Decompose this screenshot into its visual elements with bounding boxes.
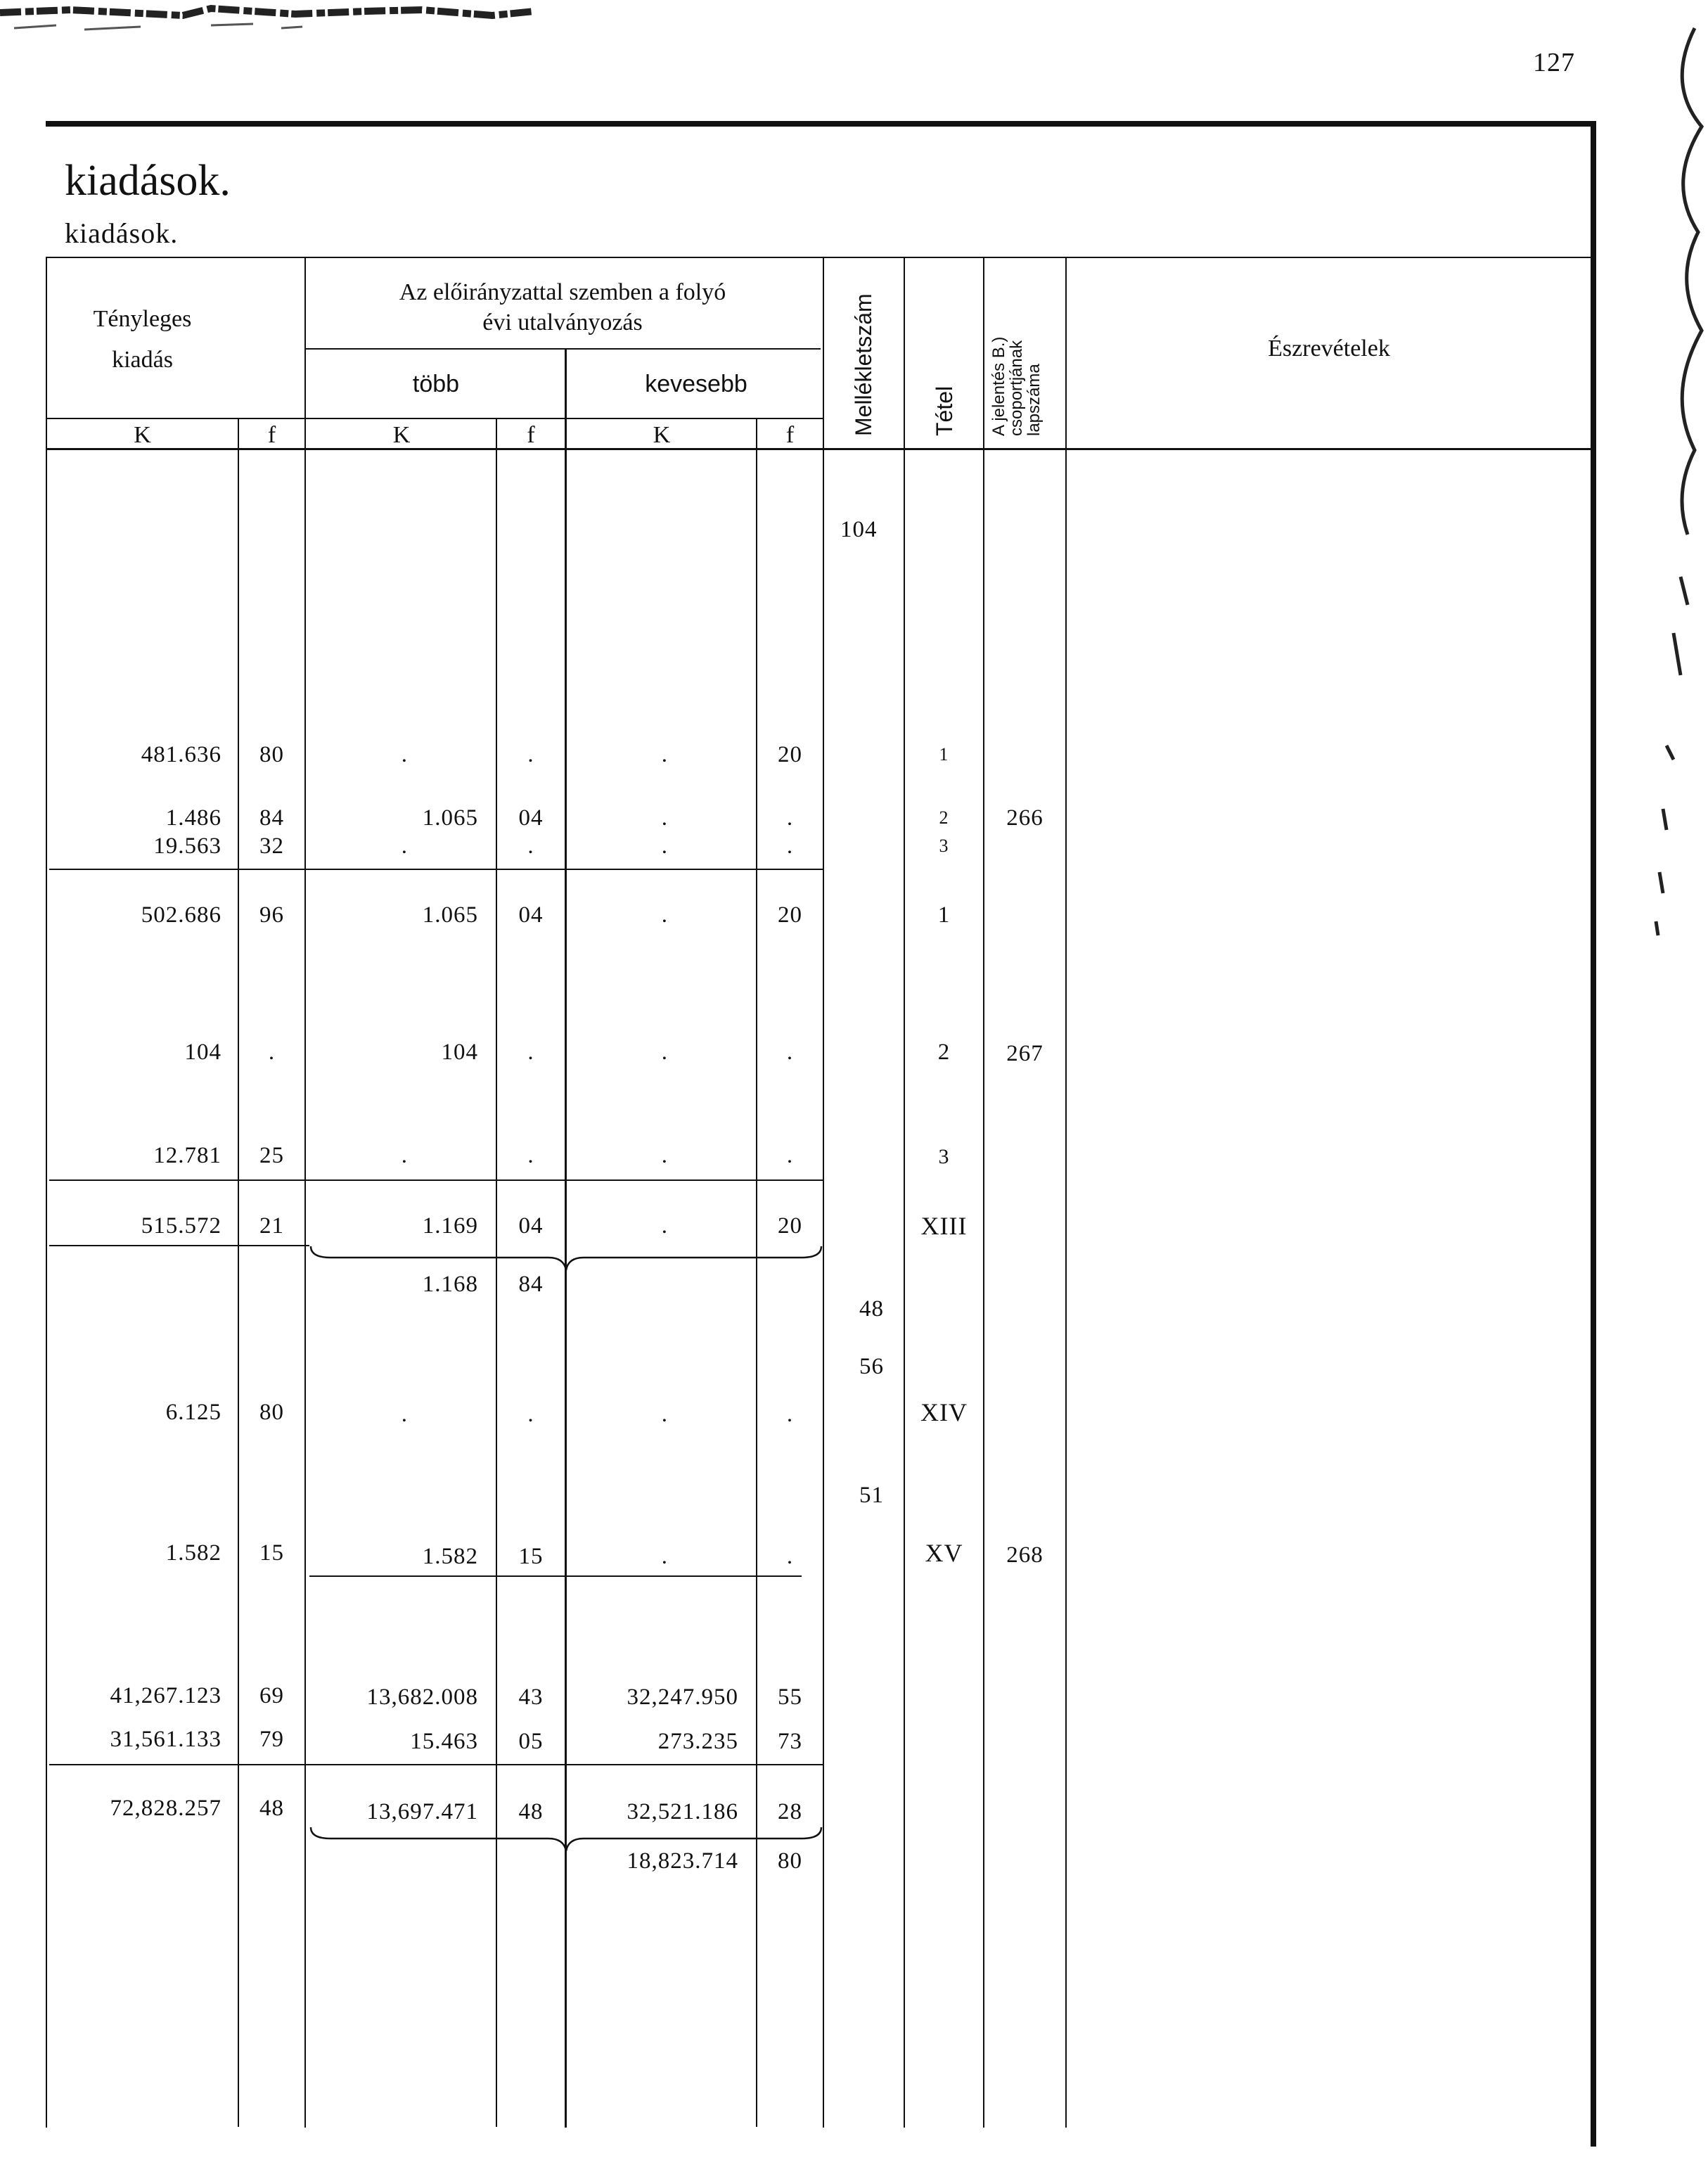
cell-k3: . [661,1402,668,1427]
cell-f1: 96 [259,902,284,928]
col-line-k3 [565,348,567,2128]
cell-f1: 25 [259,1143,284,1168]
kf-sep-line [46,418,823,419]
cell-k2: 1.065 [422,902,478,928]
cell-k3: . [661,742,668,767]
cell-f2: 15 [518,1544,544,1569]
compared-sep-line [304,348,821,350]
cell-item: 1 [939,744,949,765]
col-line-f1 [238,418,239,2127]
cell-k2: 1.169 [422,1213,478,1239]
cell-k3: 32,247.950 [627,1684,738,1710]
brace-2 [309,1826,823,1854]
header-f1: f [267,422,276,448]
col-line-page [983,257,984,2128]
annex-104: 104 [840,517,878,542]
cell-item: 2 [937,1040,951,1065]
cell-f3: 20 [778,1213,802,1239]
cell-k2: 1.168 [422,1272,478,1297]
cell-f2: 43 [518,1684,544,1710]
cell-k3: 18,823.714 [627,1848,738,1874]
rule-2 [49,1179,823,1181]
cell-k2: . [401,742,408,767]
cell-k2: . [401,833,408,859]
cell-k2: . [401,1143,408,1168]
cell-f1: 79 [259,1727,284,1752]
cell-item: 2 [939,807,949,828]
cell-f1: 84 [259,805,284,831]
cell-k1: 12.781 [153,1143,221,1168]
cell-k2: 13,697.471 [366,1799,478,1824]
brace-1 [309,1245,823,1273]
col-line-left [46,257,47,2128]
cell-f2: 05 [518,1729,544,1754]
rule-1 [49,869,823,870]
page-subtitle: kiadások. [65,217,179,249]
cell-f3: 20 [778,742,802,767]
header-k3: K [653,422,671,448]
right-border [1591,121,1596,2147]
header-top-line [46,257,1593,258]
cell-k1: 1.582 [165,1540,221,1566]
cell-f3: . [786,1402,794,1427]
cell-f1: 21 [259,1213,284,1239]
header-k2: K [392,422,411,448]
cell-f3: 28 [778,1799,802,1824]
cell-k2: . [401,1402,408,1427]
page-title: kiadások. [65,157,231,205]
cell-f2: 04 [518,805,544,831]
cell-f2: . [527,833,534,859]
cell-f3: 55 [778,1684,802,1710]
cell-f1: 80 [259,742,284,767]
cell-f1: 69 [259,1683,284,1708]
cell-k1: 515.572 [141,1213,221,1239]
header-k1: K [134,422,151,448]
cell-f3: 80 [778,1848,802,1874]
cell-item: 3 [938,1145,950,1168]
cell-f2: . [527,1040,534,1065]
cell-f3: 20 [778,902,802,928]
cell-page: 266 [1006,805,1044,831]
cell-f3: . [786,1040,794,1065]
rule-5 [49,1764,823,1765]
cell-k3: . [661,1040,668,1065]
col-line-k2 [304,257,306,2128]
header-actual: Tényleges kiadás [93,306,192,373]
cell-f1: . [268,1040,276,1065]
cell-page: 268 [1006,1542,1044,1568]
cell-k1: 31,561.133 [110,1727,221,1752]
cell-k3: . [661,805,668,831]
cell-item: XIII [920,1212,968,1240]
cell-k3: . [661,902,668,928]
cell-f1: 15 [259,1540,284,1566]
cell-f3: . [786,1143,794,1168]
cell-f3: . [786,833,794,859]
cell-f1: 32 [259,833,284,859]
header-less: kevesebb [645,371,747,397]
annex-51: 51 [859,1483,884,1508]
scan-noise-top [0,0,633,42]
cell-k1: 1.486 [165,805,221,831]
cell-k1: 481.636 [141,742,221,767]
cell-k1: 502.686 [141,902,221,928]
cell-f2: 48 [518,1799,544,1824]
cell-page: 267 [1006,1041,1044,1066]
cell-f3: 73 [778,1729,802,1754]
cell-f2: 84 [518,1272,544,1297]
cell-f3: . [786,1544,794,1569]
header-annex: Mellékletszám [851,293,876,436]
cell-f2: 04 [518,902,544,928]
cell-k1: 19.563 [153,833,221,859]
header-compared: Az előirányzattal szemben a folyó évi utalványozás [399,279,726,335]
header-f2: f [527,422,535,448]
top-rule [46,121,1593,127]
cell-k3: . [661,1544,668,1569]
cell-f2: . [527,742,534,767]
rule-3 [49,1245,309,1246]
cell-f2: . [527,1143,534,1168]
cell-k2: 13,682.008 [366,1684,478,1710]
cell-k3: 273.235 [657,1729,738,1754]
cell-f1: 80 [259,1400,284,1425]
cell-k2: 1.065 [422,805,478,831]
cell-k3: . [661,833,668,859]
cell-k1: 6.125 [165,1400,221,1425]
cell-k3: 32,521.186 [627,1799,738,1824]
cell-k2: 15.463 [410,1729,478,1754]
header-report: A jelentés B.) csoportjának lapszáma [989,336,1044,436]
cell-item: 3 [939,836,949,856]
cell-k1: 41,267.123 [110,1683,221,1708]
header-f3: f [785,422,795,448]
annex-48: 48 [859,1296,884,1322]
cell-k2: 1.582 [422,1544,478,1569]
cell-k2: 104 [441,1040,478,1065]
cell-k3: . [661,1143,668,1168]
annex-56: 56 [859,1354,884,1379]
header-item: Tétel [932,385,957,436]
col-line-item [904,257,905,2128]
cell-k3: . [661,1213,668,1239]
cell-k1: 104 [184,1040,221,1065]
cell-item: XIV [920,1398,968,1426]
header-remarks: Észrevételek [1268,335,1390,362]
col-line-remarks [1065,257,1067,2128]
page-number: 127 [1533,48,1575,77]
cell-f1: 48 [259,1796,284,1821]
cell-f2: . [527,1402,534,1427]
scan-noise-right [1624,0,1708,985]
cell-f2: 04 [518,1213,544,1239]
rule-4 [309,1575,802,1577]
cell-f3: . [786,805,794,831]
cell-item: 1 [937,902,951,928]
cell-k1: 72,828.257 [110,1796,221,1821]
col-line-annex [823,257,824,2128]
header-more: több [412,371,460,397]
cell-item: XV [925,1539,963,1567]
